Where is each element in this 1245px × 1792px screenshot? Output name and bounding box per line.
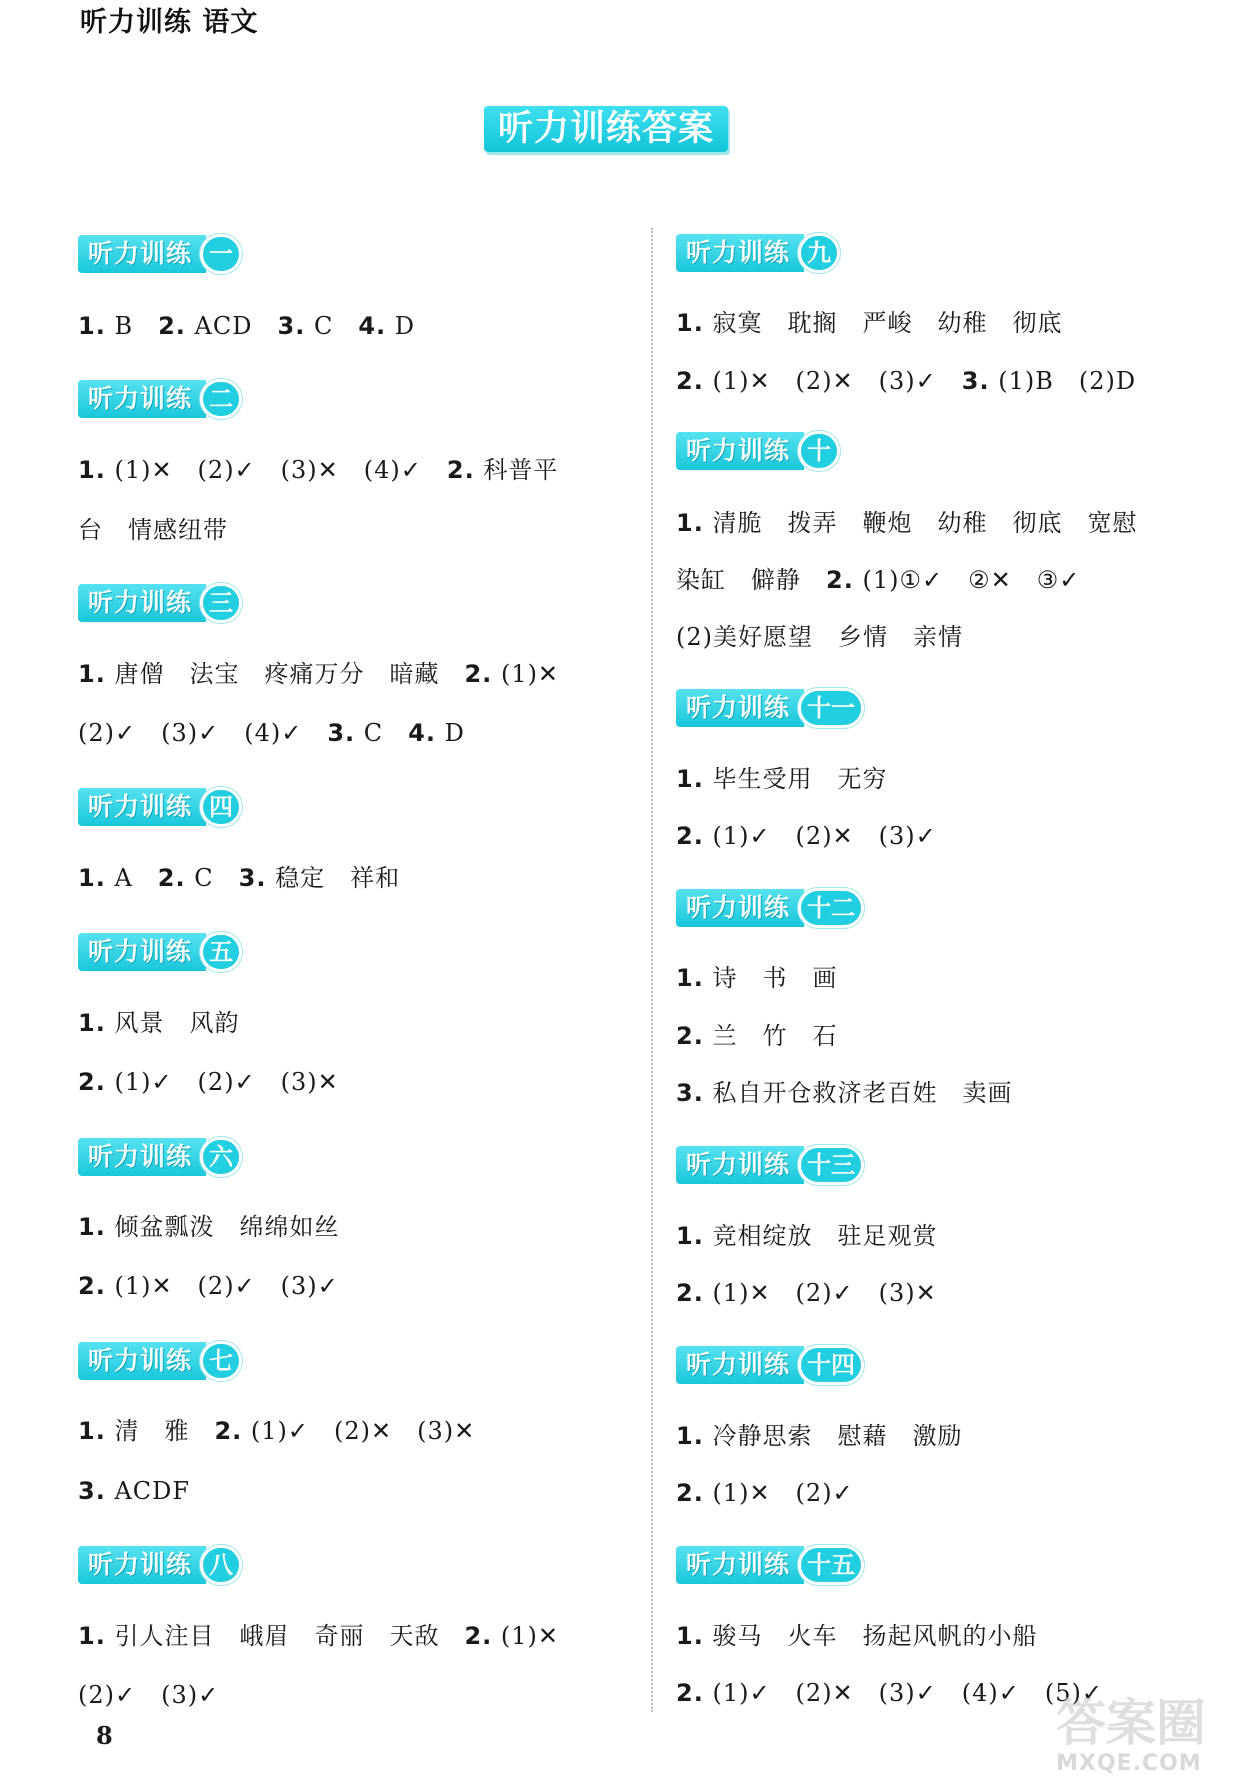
badge-number: 一	[200, 234, 242, 274]
section-badge-7	[78, 1341, 242, 1381]
section-badge-2	[78, 379, 242, 419]
badge-number: 八	[200, 1545, 242, 1585]
answer-line: 3. ACDF	[78, 1477, 191, 1505]
answer-line: 1. 唐僧 法宝 疼痛万分 暗藏 2. (1)✕	[78, 660, 560, 688]
section-badge-13	[676, 1145, 864, 1185]
badge-number: 五	[200, 932, 242, 972]
answer-line: 1. 诗 书 画	[676, 964, 838, 992]
badge-label: 听力训练	[78, 584, 206, 622]
badge-number: 七	[200, 1341, 242, 1381]
page-number: 8	[96, 1721, 113, 1750]
answer-line: 1. 清脆 拨弄 鞭炮 幼稚 彻底 宽慰	[676, 509, 1138, 537]
badge-number: 十三	[798, 1145, 864, 1185]
answer-line: 2. (1)✓ (2)✕ (3)✓ (4)✓ (5)✓	[676, 1679, 1103, 1707]
badge-number: 十五	[798, 1545, 864, 1585]
answer-line: 染缸 僻静 2. (1)①✓ ②✕ ③✓	[676, 566, 1081, 594]
answer-line: 1. 寂寞 耽搁 严峻 幼稚 彻底	[676, 309, 1063, 337]
watermark-logo: 答案圈	[1056, 1694, 1206, 1752]
column-divider	[651, 228, 653, 1712]
answer-line: 1. A 2. C 3. 稳定 祥和	[78, 864, 401, 892]
badge-label: 听力训练	[78, 933, 206, 971]
section-badge-10	[676, 431, 840, 471]
answer-line: 台 情感纽带	[78, 516, 228, 544]
answer-line: 2. (1)✕ (2)✕ (3)✓ 3. (1)B (2)D	[676, 367, 1137, 395]
answer-line: (2)✓ (3)✓	[78, 1681, 220, 1709]
section-badge-8	[78, 1545, 242, 1585]
badge-label: 听力训练	[78, 788, 206, 826]
answer-line: 1. 毕生受用 无穷	[676, 765, 888, 793]
section-badge-3	[78, 583, 242, 623]
section-badge-1	[78, 234, 242, 274]
section-badge-9	[676, 233, 840, 273]
section-badge-14	[676, 1345, 864, 1385]
answer-line: 1. 竞相绽放 驻足观赏	[676, 1222, 938, 1250]
answer-line: 3. 私自开仓救济老百姓 卖画	[676, 1079, 1013, 1107]
answer-line: 1. B 2. ACD 3. C 4. D	[78, 312, 416, 340]
running-head: 听力训练 语文	[80, 7, 259, 38]
badge-label: 听力训练	[676, 234, 804, 272]
badge-label: 听力训练	[676, 689, 804, 727]
watermark	[1056, 1695, 1236, 1785]
badge-number: 四	[200, 787, 242, 827]
section-badge-4	[78, 787, 242, 827]
answer-line: 1. 引人注目 峨眉 奇丽 天敌 2. (1)✕	[78, 1622, 560, 1650]
badge-number: 十	[798, 431, 840, 471]
section-badge-6	[78, 1137, 242, 1177]
answer-line: 1. 骏马 火车 扬起风帆的小船	[676, 1622, 1038, 1650]
badge-number: 九	[798, 233, 840, 273]
answer-line: 2. (1)✕ (2)✓ (3)✕	[676, 1279, 937, 1307]
badge-number: 十二	[798, 888, 864, 928]
answer-line: 2. (1)✓ (2)✓ (3)✕	[78, 1068, 339, 1096]
badge-number: 十一	[798, 688, 864, 728]
badge-number: 十四	[798, 1345, 864, 1385]
section-badge-12	[676, 888, 864, 928]
answer-line: 2. (1)✕ (2)✓	[676, 1479, 854, 1507]
section-badge-15	[676, 1545, 864, 1585]
answer-line: (2)✓ (3)✓ (4)✓ 3. C 4. D	[78, 719, 465, 747]
answer-line: 1. 冷静思索 慰藉 激励	[676, 1422, 963, 1450]
badge-label: 听力训练	[676, 889, 804, 927]
answer-line: 1. 倾盆瓢泼 绵绵如丝	[78, 1213, 340, 1241]
answer-line: (2)美好愿望 乡情 亲情	[676, 623, 963, 651]
answer-line: 1. 清 雅 2. (1)✓ (2)✕ (3)✕	[78, 1417, 476, 1445]
answer-line: 2. (1)✕ (2)✓ (3)✓	[78, 1272, 339, 1300]
badge-label: 听力训练	[78, 1342, 206, 1380]
badge-number: 六	[200, 1137, 242, 1177]
badge-label: 听力训练	[676, 1546, 804, 1584]
answer-line: 1. (1)✕ (2)✓ (3)✕ (4)✓ 2. 科普平	[78, 456, 559, 484]
badge-label: 听力训练	[78, 1138, 206, 1176]
badge-label: 听力训练	[78, 1546, 206, 1584]
page-title: 听力训练答案	[484, 106, 728, 152]
watermark-url: MXQE.COM	[1056, 1751, 1202, 1776]
badge-label: 听力训练	[78, 380, 206, 418]
badge-label: 听力训练	[676, 1146, 804, 1184]
section-badge-5	[78, 932, 242, 972]
answer-line: 1. 风景 风韵	[78, 1009, 240, 1037]
badge-label: 听力训练	[676, 1346, 804, 1384]
badge-number: 三	[200, 583, 242, 623]
answer-line: 2. (1)✓ (2)✕ (3)✓	[676, 822, 937, 850]
badge-number: 二	[200, 379, 242, 419]
badge-label: 听力训练	[78, 235, 206, 273]
badge-label: 听力训练	[676, 432, 804, 470]
section-badge-11	[676, 688, 864, 728]
answer-line: 2. 兰 竹 石	[676, 1022, 838, 1050]
